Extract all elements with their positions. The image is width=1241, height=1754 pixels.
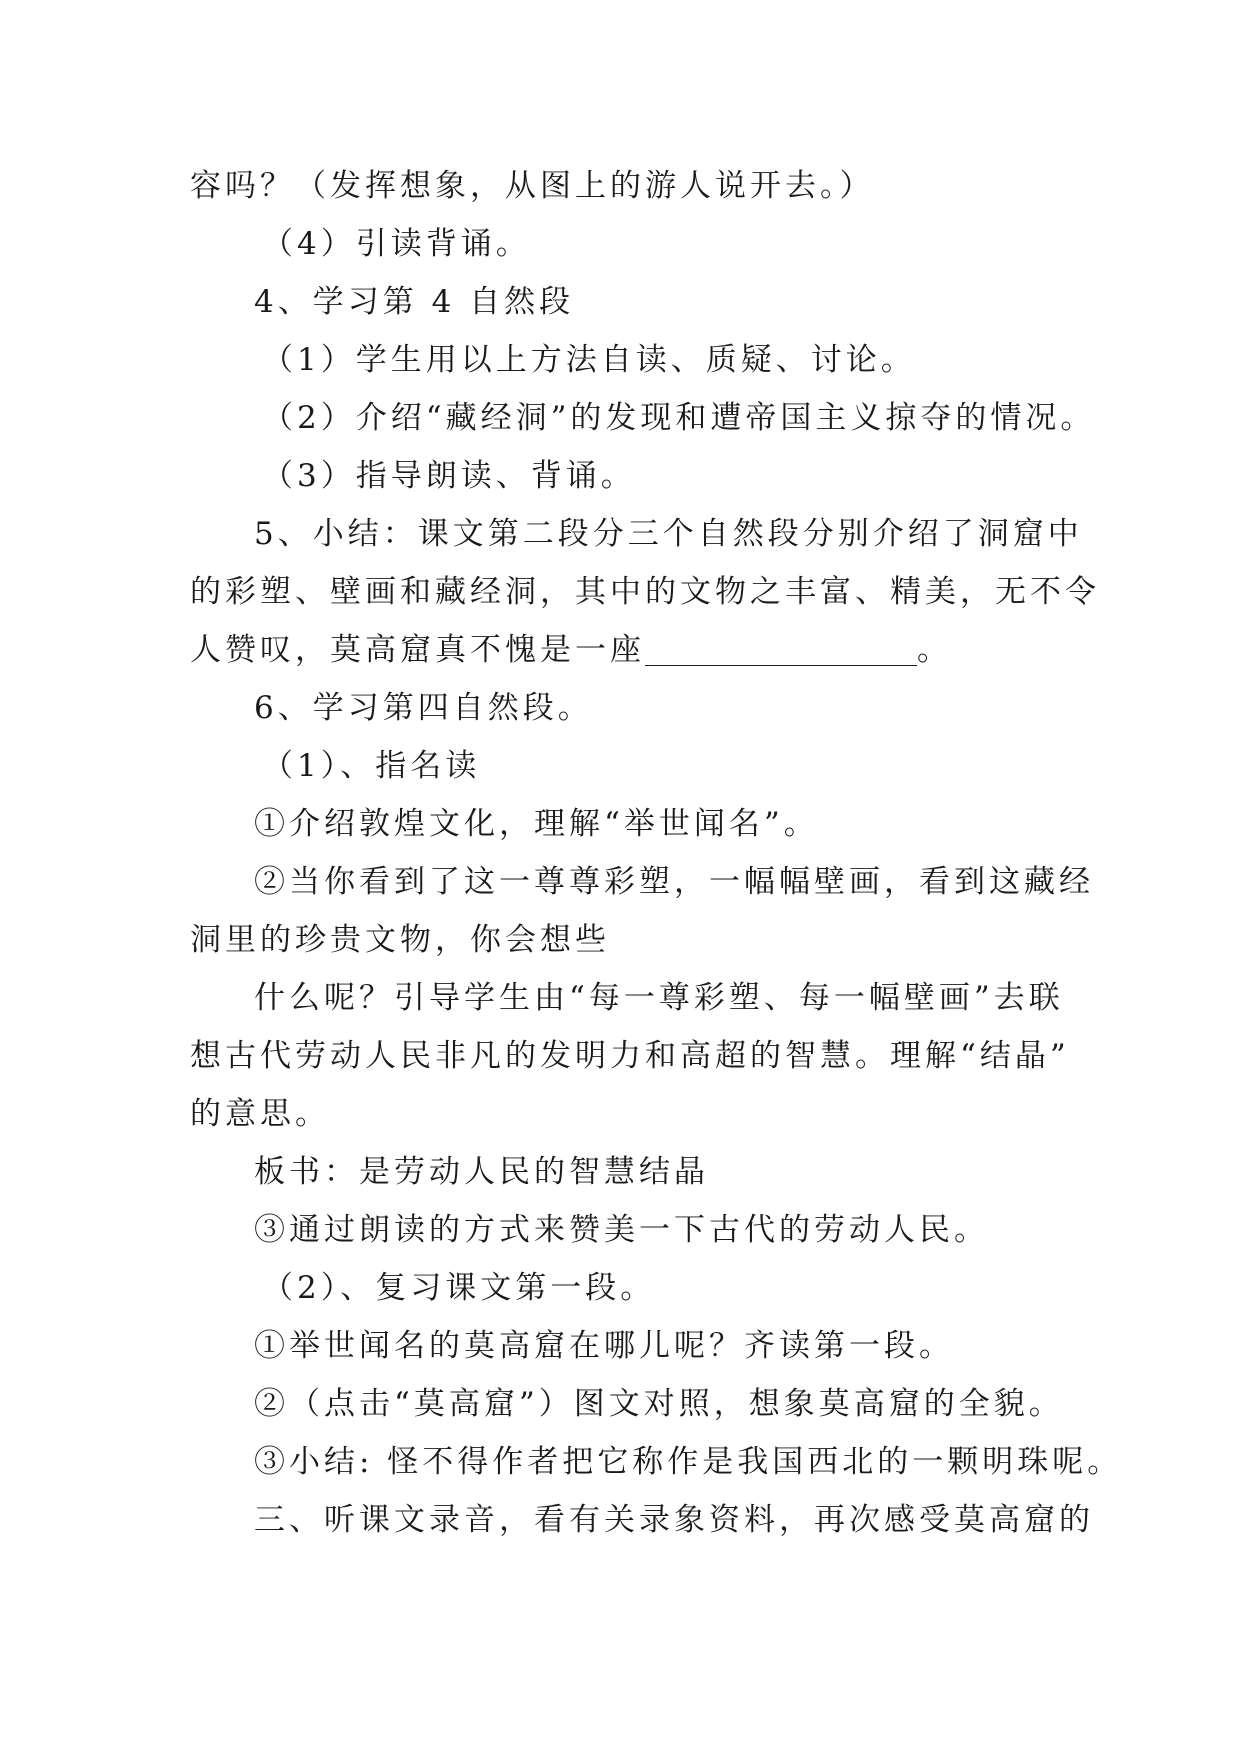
text-line [0,157,1241,215]
line-text: （1）学生用以上方法自读、质疑、讨论。 [262,342,916,378]
line-text: ①介绍敦煌文化，理解“举世闻名”。 [254,806,819,842]
line-text: ③小结: 怪不得作者把它称作是我国西北的一颗明珠呢。 [254,1444,1123,1480]
line-text: 三、听课文录音，看有关录象资料，再次感受莫高窟的 [254,1502,1094,1538]
line-text: 的彩塑、壁画和藏经洞，其中的文物之丰富、精美，无不令 [190,574,1100,610]
line-text: 的意思。 [190,1096,330,1132]
line-text: 洞里的珍贵文物，你会想些 [190,922,610,958]
line-text: 6、学习第四自然段。 [254,690,593,726]
text-line [0,331,1241,389]
line-text: 5、小结：课文第二段分三个自然段分别介绍了洞窟中 [254,516,1083,552]
line-text-after-blank: 。 [917,632,952,668]
text-line [0,273,1241,331]
line-text: 人赞叹，莫高窟真不愧是一座 [190,632,645,668]
fill-in-blank [645,635,917,666]
line-text: ③通过朗读的方式来赞美一下古代的劳动人民。 [254,1212,989,1248]
text-line [0,853,1241,911]
text-line [0,1317,1241,1375]
text-line [0,737,1241,795]
line-text: （3）指导朗读、背诵。 [262,458,636,494]
line-text: 想古代劳动人民非凡的发明力和高超的智慧。理解“结晶” [190,1038,1070,1074]
text-line [0,1027,1241,1085]
line-text: （1）、指名读 [262,748,481,784]
document-body [0,157,1241,1549]
line-text: （2）介绍“藏经洞”的发现和遭帝国主义掠夺的情况。 [262,400,1096,436]
line-text: ②当你看到了这一尊尊彩塑，一幅幅壁画，看到这藏经 [254,864,1094,900]
line-text: （2）、复习课文第一段。 [262,1270,656,1306]
text-line [0,1491,1241,1549]
text-line [0,1201,1241,1259]
text-line [0,911,1241,969]
text-line [0,215,1241,273]
text-line [0,1259,1241,1317]
text-line [0,447,1241,505]
text-line [0,969,1241,1027]
text-line [0,563,1241,621]
line-text: （4）引读背诵。 [262,226,531,262]
line-text: 什么呢？引导学生由“每一尊彩塑、每一幅壁画”去联 [254,980,1064,1016]
line-text: 板书：是劳动人民的智慧结晶 [254,1154,709,1190]
text-line [0,389,1241,447]
text-line [0,1143,1241,1201]
line-text: 容吗？（发挥想象，从图上的游人说开去。） [190,168,875,204]
line-text: ②（点击“莫高窟”）图文对照，想象莫高窟的全貌。 [254,1386,1064,1422]
text-line [0,679,1241,737]
line-text: 4、学习第 4 自然段 [254,284,575,320]
text-line [0,1375,1241,1433]
line-text: ①举世闻名的莫高窟在哪儿呢？齐读第一段。 [254,1328,954,1364]
text-line [0,505,1241,563]
text-line [0,795,1241,853]
text-line [0,621,1241,679]
text-line [0,1433,1241,1491]
text-line [0,1085,1241,1143]
